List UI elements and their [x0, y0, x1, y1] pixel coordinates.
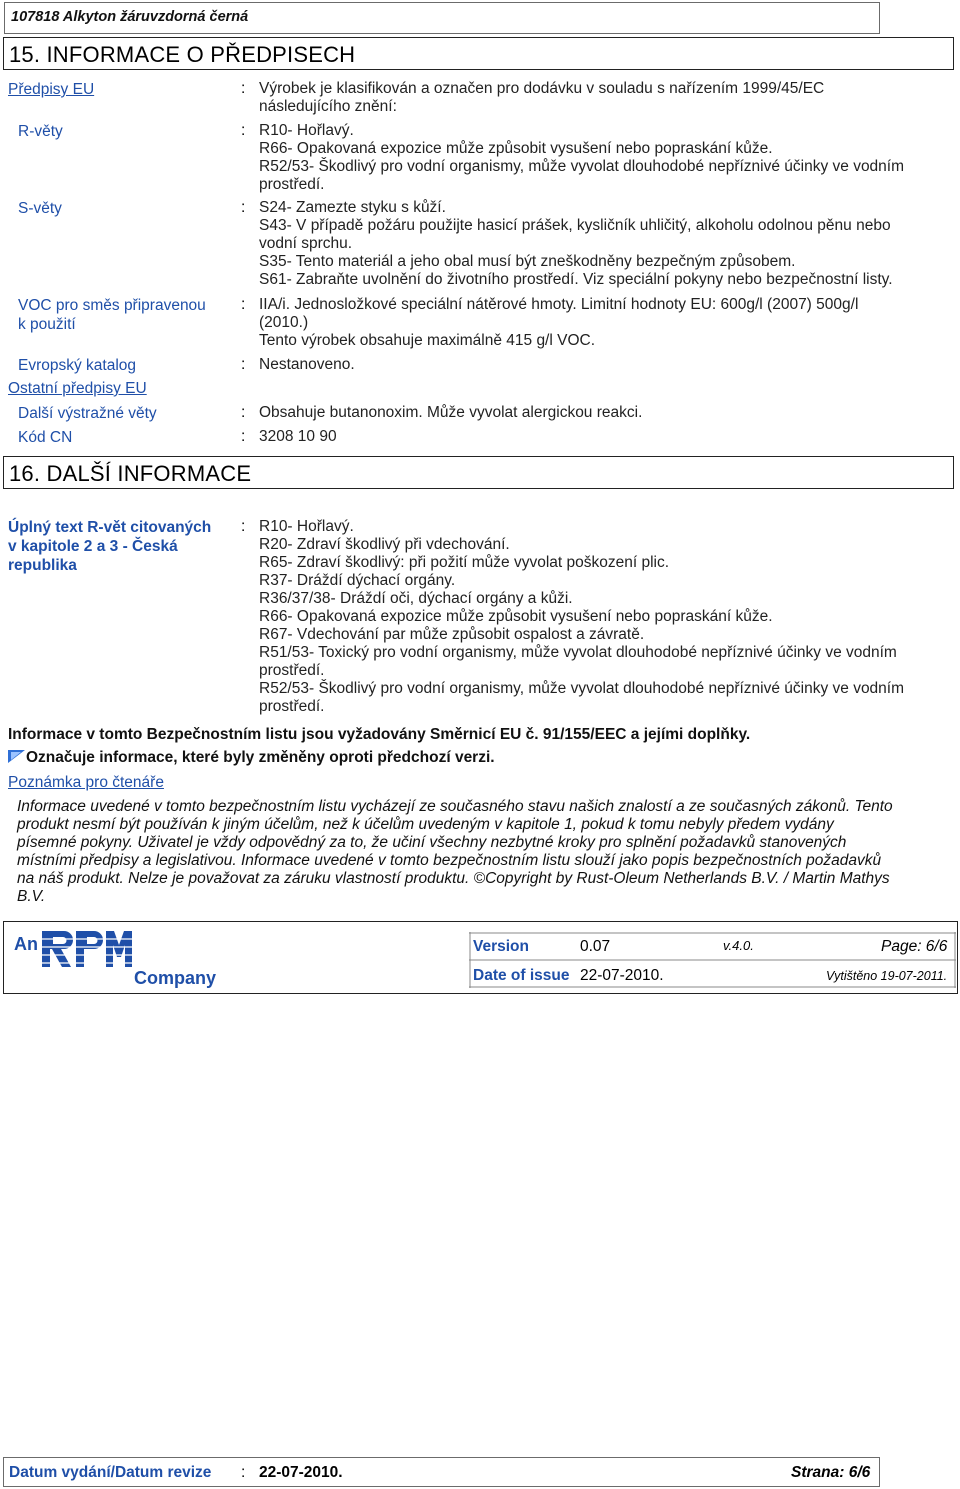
colon: :	[241, 122, 246, 139]
value-line: S43- V případě požáru použijte hasicí prášek, kysličník uhličitý, alkoholu odolnou pěnu nebo	[259, 217, 891, 234]
reader-note-label: Poznámka pro čtenáře	[8, 774, 164, 791]
label-voc	[18, 296, 206, 334]
colon: :	[241, 356, 246, 373]
issue-date-label: Date of issue	[473, 967, 570, 984]
label-other-eu-regulations: Ostatní předpisy EU	[8, 380, 147, 397]
document-title: 107818 Alkyton žáruvzdorná černá	[11, 9, 249, 25]
label-line: k použití	[18, 316, 76, 333]
label-r-phrases: R-věty	[18, 123, 63, 140]
logo-an-text: An	[14, 934, 38, 954]
value-line: R66- Opakovaná expozice může způsobit vysušení nebo popraskání kůže.	[259, 608, 773, 625]
value-line: následujícího znění:	[259, 98, 397, 115]
printed-date: Vytištěno 19-07-2011.	[826, 969, 948, 983]
version-value: 0.07	[580, 938, 611, 955]
value-eu-regulations	[259, 80, 949, 116]
value-r-phrases	[259, 122, 949, 194]
value-additional-warnings	[259, 404, 949, 422]
label-line: v kapitole 2 a 3 - Česká	[8, 538, 178, 555]
value-line: R20- Zdraví škodlivý při vdechování.	[259, 536, 510, 553]
rpm-logo-icon	[40, 929, 132, 974]
colon: :	[241, 296, 246, 313]
value-line: R10- Hořlavý.	[259, 518, 354, 535]
value-line: vodní sprchu.	[259, 235, 353, 252]
value-line: R37- Dráždí dýchací orgány.	[259, 572, 456, 589]
colon: :	[241, 518, 246, 535]
value-cn-code	[259, 428, 949, 446]
colon: :	[241, 428, 246, 445]
section-16-title: 16. DALŠÍ INFORMACE	[9, 461, 252, 486]
label-eu-regulations: Předpisy EU	[8, 81, 95, 98]
value-r-phrases-full-text	[259, 518, 949, 716]
issue-date-value: 22-07-2010.	[580, 967, 664, 984]
label-european-catalog: Evropský katalog	[18, 357, 137, 374]
section-15-header	[3, 37, 954, 70]
value-line: prostředí.	[259, 698, 325, 715]
value-line: S35- Tento materiál a jeho obal musí být zneškodněny bezpečným způsobem.	[259, 253, 796, 270]
label-cn-code: Kód CN	[18, 429, 73, 446]
page-number: Page: 6/6	[881, 938, 948, 955]
version-table	[469, 932, 956, 988]
changed-info-note: Označuje informace, které byly změněny oproti předchozí verzi.	[26, 749, 495, 766]
value-line: R65- Zdraví škodlivý: při požití může vyvolat poškození plic.	[259, 554, 670, 571]
value-line: prostředí.	[259, 662, 325, 679]
change-marker-icon	[8, 750, 26, 764]
value-line: S24- Zamezte styku s kůží.	[259, 199, 446, 216]
label-line: Úplný text R-vět citovaných	[8, 519, 212, 536]
version-code: v.4.0.	[723, 938, 754, 953]
value-line: R52/53- Škodlivý pro vodní organismy, může vyvolat dlouhodobé nepříznivé účinky ve vodním	[259, 158, 905, 175]
value-line: prostředí.	[259, 176, 325, 193]
paragraph-line: produkt nesmí být používán k jiným účelům, než k účelům uvedeným v kapitole 1, pokud k tomu nebyly předem vydány	[17, 816, 834, 833]
page-footer-bar	[3, 1457, 880, 1487]
version-label: Version	[473, 938, 529, 955]
value-line: R67- Vdechování par může způsobit ospalost a závratě.	[259, 626, 645, 643]
colon: :	[241, 1464, 246, 1481]
value-line: 3208 10 90	[259, 428, 337, 445]
value-line: IIA/i. Jednosložkové speciální nátěrové hmoty. Limitní hodnoty EU: 600g/l (2007) 500g/l	[259, 296, 859, 313]
label-r-phrases-full-text	[8, 518, 211, 575]
value-line: (2010.)	[259, 314, 309, 331]
paragraph-line: na náš produkt. Nelze je považovat za záruku vlastností produktu. ©Copyright by Rust-Oleum Netherlands B.V. / Martin Mathys	[17, 870, 890, 887]
directive-note: Informace v tomto Bezpečnostním listu jsou vyžadovány Směrnicí EU č. 91/155/EEC a jejími doplňky.	[8, 726, 751, 743]
paragraph-line: Informace uvedené v tomto bezpečnostním listu vycházejí ze současného stavu našich znalostí a ze současných zákonů. Tento	[17, 798, 893, 815]
colon: :	[241, 199, 246, 216]
document-header	[4, 2, 880, 34]
reader-note-text	[17, 798, 945, 906]
value-european-catalog	[259, 356, 949, 374]
label-line: VOC pro směs připravenou	[18, 297, 206, 314]
value-line: R10- Hořlavý.	[259, 122, 354, 139]
paragraph-line: písemné pokyny. Uživatel je vždy odpovědný za to, že učiní všechny nezbytné kroky pro splnění požadavků stanovených	[17, 834, 847, 851]
footer-page-number: Strana: 6/6	[791, 1464, 871, 1481]
value-line: Výrobek je klasifikován a označen pro dodávku v souladu s nařízením 1999/45/EC	[259, 80, 825, 97]
section-16-header	[3, 456, 954, 489]
logo-company-text: Company	[134, 968, 217, 988]
value-line: Nestanoveno.	[259, 356, 355, 373]
revision-date-value: 22-07-2010.	[259, 1464, 343, 1481]
value-s-phrases	[259, 199, 949, 289]
paragraph-line: místními předpisy a legislativou. Informace uvedené v tomto bezpečnostním listu slouží jako popis bezpečnostních požadavků	[17, 852, 882, 869]
value-line: Obsahuje butanonoxim. Může vyvolat alergickou reakci.	[259, 404, 643, 421]
revision-date-label: Datum vydání/Datum revize	[9, 1464, 212, 1481]
value-line: R36/37/38- Dráždí oči, dýchací orgány a kůži.	[259, 590, 573, 607]
label-additional-warnings: Další výstražné věty	[18, 405, 157, 422]
value-line: R52/53- Škodlivý pro vodní organismy, může vyvolat dlouhodobé nepříznivé účinky ve vodním	[259, 680, 905, 697]
value-line: R51/53- Toxický pro vodní organismy, může vyvolat dlouhodobé nepříznivé účinky ve vodním	[259, 644, 897, 661]
colon: :	[241, 404, 246, 421]
value-line: Tento výrobek obsahuje maximálně 415 g/l VOC.	[259, 332, 596, 349]
colon: :	[241, 80, 246, 97]
section-15-title: 15. INFORMACE O PŘEDPISECH	[9, 42, 356, 67]
value-voc	[259, 296, 949, 350]
value-line: S61- Zabraňte uvolnění do životního prostředí. Viz speciální pokyny nebo bezpečnostní listy.	[259, 271, 893, 288]
paragraph-line: B.V.	[17, 888, 46, 905]
label-s-phrases: S-věty	[18, 200, 62, 217]
value-line: R66- Opakovaná expozice může způsobit vysušení nebo popraskání kůže.	[259, 140, 773, 157]
label-line: republika	[8, 557, 77, 574]
